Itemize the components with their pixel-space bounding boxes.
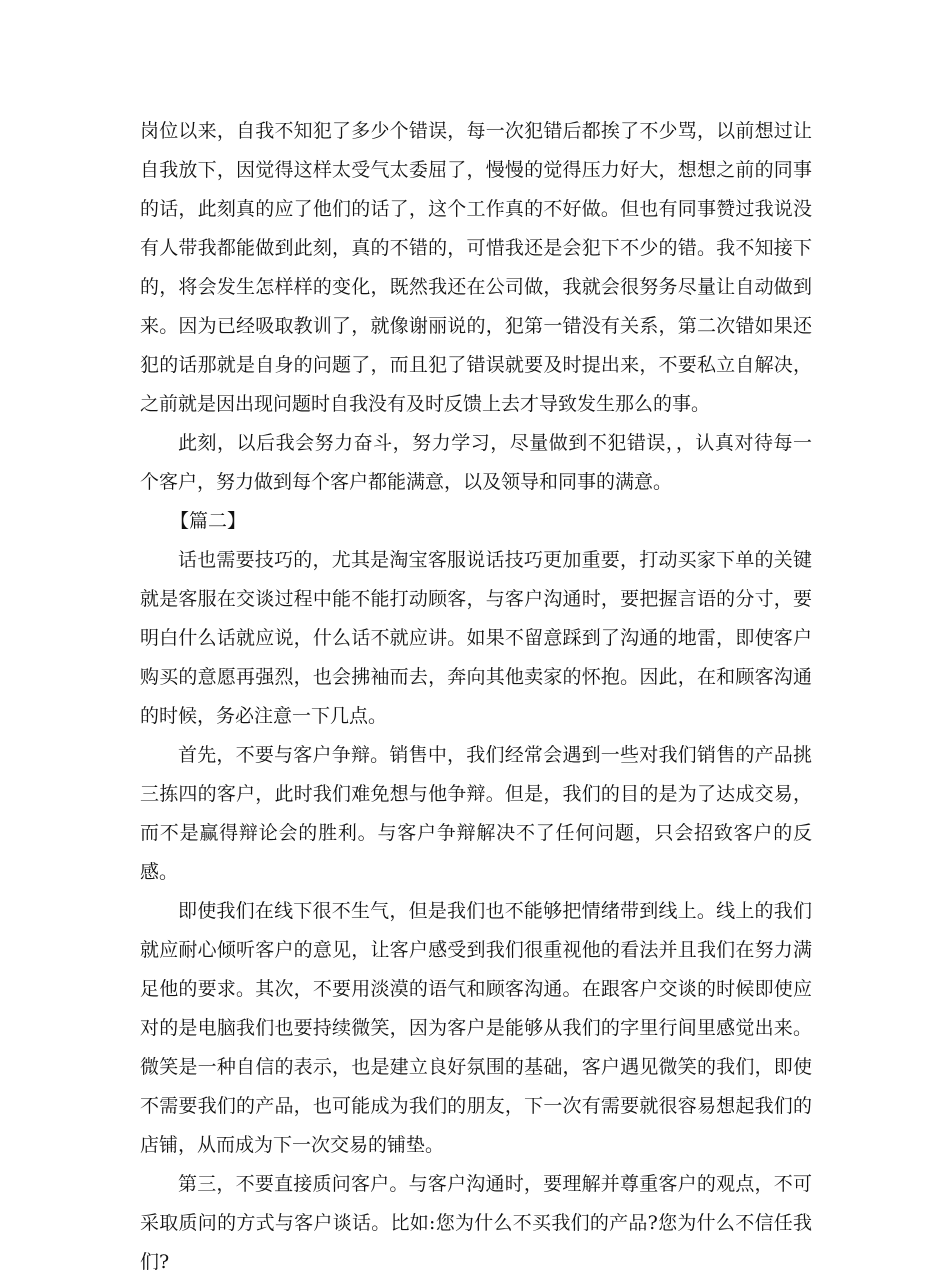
paragraph-6: 第三，不要直接质问客户。与客户沟通时，要理解并尊重客户的观点，不可采取质问的方式与客户谈话。比如:您为什么不买我们的产品?您为什么不信任我们? — [140, 1173, 812, 1273]
paragraph-5: 即使我们在线下很不生气，但是我们也不能够把情绪带到线上。线上的我们就应耐心倾听客户的意见，让客户感受到我们很重视他的看法并且我们在努力满足他的要求。其次，不要用淡漠的语气和顾客沟通。在跟客户交谈的时候即使应对的是电脑我们也要持续微笑，因为客户是能够从我们的字里行间里感觉出来。微笑是一种自信的表示，也是建立良好氛围的基础，客户遇见微笑的我们，即使不需要我们的产品，也可能成为我们的朋友，下一次有需要就很容易想起我们的店铺，从而成为下一次交易的铺垫。 — [140, 900, 812, 1156]
paragraph-4: 首先，不要与客户争辩。销售中，我们经常会遇到一些对我们销售的产品挑三拣四的客户，此时我们难免想与他争辩。但是，我们的目的是为了达成交易，而不是赢得辩论会的胜利。与客户争辩解决不了任何问题，只会招致客户的反感。 — [140, 744, 812, 883]
document-body — [140, 112, 812, 1282]
paragraph-1: 岗位以来，自我不知犯了多少个错误，每一次犯错后都挨了不少骂，以前想过让自我放下，因觉得这样太受气太委屈了，慢慢的觉得压力好大，想想之前的同事的话，此刻真的应了他们的话了，这个工作真的不好做。但也有同事赞过我说没有人带我都能做到此刻，真的不错的，可惜我还是会犯下不少的错。我不知接下的，将会发生怎样样的变化，既然我还在公司做，我就会很努务尽量让自动做到来。因为已经吸取教训了，就像谢丽说的，犯第一错没有关系，第二次错如果还犯的话那就是自身的问题了，而且犯了错误就要及时提出来，不要私立自解决，之前就是因出现问题时自我没有及时反馈上去才导致发生那么的事。 — [140, 120, 812, 415]
paragraph-2: 此刻，以后我会努力奋斗，努力学习，尽量做到不犯错误，，认真对待每一个客户，努力做到每个客户都能满意，以及领导和同事的满意。 — [140, 432, 812, 493]
section-heading: 【篇二】 — [170, 510, 247, 532]
paragraph-3: 话也需要技巧的，尤其是淘宝客服说话技巧更加重要，打动买家下单的关键就是客服在交谈过程中能不能打动顾客，与客户沟通时，要把握言语的分寸，要明白什么话就应说，什么话不就应讲。如果不留意踩到了沟通的地雷，即使客户购买的意愿再强烈，也会拂袖而去，奔向其他卖家的怀抱。因此，在和顾客沟通的时候，务必注意一下几点。 — [140, 549, 812, 727]
